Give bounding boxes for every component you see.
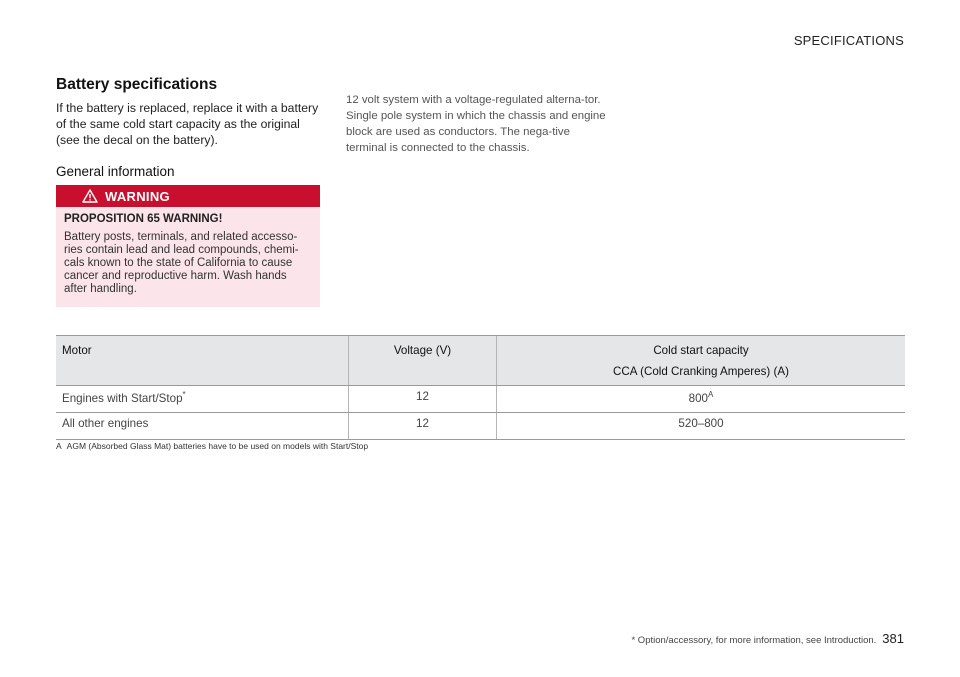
middle-column (346, 92, 608, 156)
page-footer (631, 631, 904, 646)
section-header: SPECIFICATIONS (793, 33, 904, 48)
footnote-ref: A (708, 390, 714, 399)
header-capacity-line2: CCA (Cold Cranking Amperes) (A) (613, 365, 789, 378)
footnote-mark: A (56, 441, 62, 451)
warning-title: WARNING (105, 188, 170, 204)
header-motor: Motor (56, 336, 349, 386)
warning-body (56, 207, 320, 296)
header-capacity-line1: Cold start capacity (653, 344, 749, 357)
header-capacity (497, 336, 906, 386)
warning-header (56, 185, 320, 207)
cell-capacity: 520–800 (497, 413, 906, 440)
cell-motor (56, 386, 349, 413)
header-voltage: Voltage (V) (349, 336, 497, 386)
warning-triangle-icon (82, 189, 98, 203)
motor-label: Engines with Start/Stop (62, 391, 183, 405)
cell-voltage: 12 (349, 413, 497, 440)
footnote-text: AGM (Absorbed Glass Mat) batteries have to be used on models with Start/Stop (66, 441, 369, 451)
cell-motor: All other engines (56, 413, 349, 440)
table-row (56, 386, 905, 413)
accessory-mark: * (182, 390, 186, 399)
footer-note: * Option/accessory, for more information, see Introduction. (631, 635, 877, 646)
intro-paragraph: If the battery is replaced, replace it with a battery of the same cold start capacity as the original (see the decal on the battery). (56, 101, 319, 147)
general-information-heading: General information (56, 164, 175, 179)
capacity-value: 800 (688, 391, 708, 405)
table-row (56, 413, 905, 440)
battery-spec-table (56, 335, 905, 440)
electrical-system-paragraph: 12 volt system with a voltage-regulated alterna-tor. Single pole system in which the chassis and engine block are used as conductors. The nega-tive terminal is connected to the chassis. (346, 94, 606, 154)
warning-text: Battery posts, terminals, and related accesso-ries contain lead and lead compounds, chemi-cals known to the state of California to cause cancer and reproductive harm. Wash hands after handling. (64, 231, 299, 295)
warning-subtitle: PROPOSITION 65 WARNING! (64, 213, 223, 225)
table-header-row (56, 336, 905, 386)
page-number: 381 (882, 631, 904, 646)
table-footnote (56, 441, 368, 451)
cell-voltage: 12 (349, 386, 497, 413)
page-title: Battery specifications (56, 76, 218, 93)
cell-capacity (497, 386, 906, 413)
warning-box (56, 185, 320, 307)
left-column (56, 76, 320, 179)
